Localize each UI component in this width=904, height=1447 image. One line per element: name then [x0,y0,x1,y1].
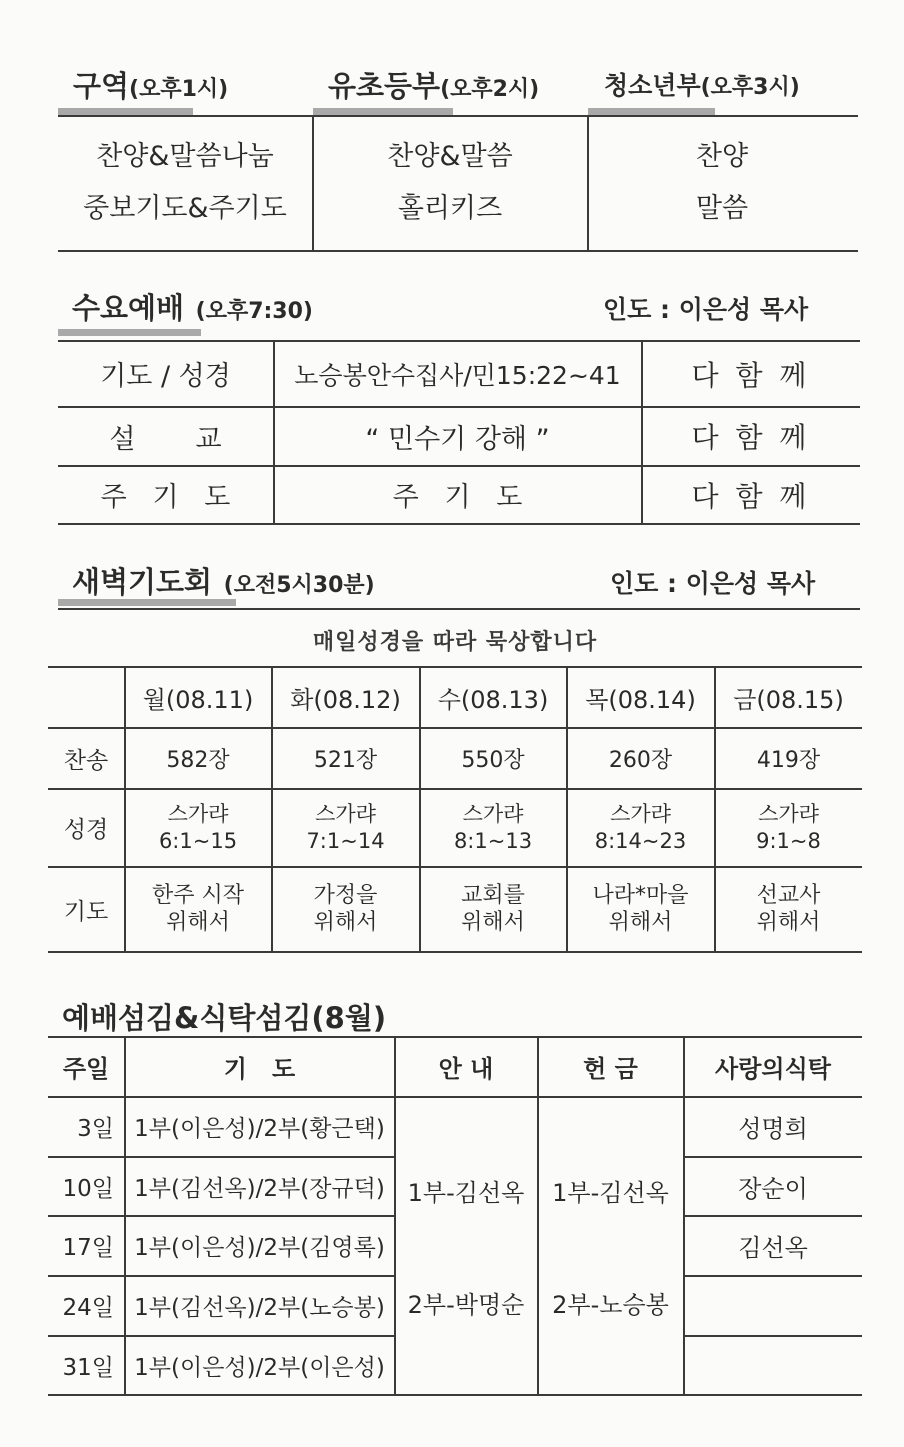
wednesday-row-3-content: 주 기 도 [392,482,523,513]
dawn-day-mon: 월(08.11) [142,685,254,714]
service-day: 24일 [62,1295,114,1321]
wednesday-row-2-who: 다 함 께 [691,421,811,454]
service-header-prayer: 기 도 [223,1055,296,1083]
group-content-1 [58,130,312,235]
dawn-title: 새벽기도회 (오전5시30분) [72,565,375,599]
group-line: 말씀 [695,192,749,224]
service-title: 예배섬김&식탁섬김(8월) [62,1001,387,1035]
group-line: 찬양&말씀 [387,141,513,173]
dawn-prayer-suffix: 위해서 [608,910,673,935]
service-guide-second: 2부-박명순 [407,1290,525,1319]
group-header-bar-2 [313,108,453,115]
dawn-prayer-topic: 한주 시작 [151,882,244,908]
dawn-prayer-topic: 교회를 [461,882,525,908]
groups-bottom-line [58,250,858,252]
service-prayer: 1부(이은성)/2부(이은성) [134,1354,385,1381]
dawn-prayer-suffix: 위해서 [756,910,821,935]
dawn-bible-wed [420,789,566,866]
dawn-bible-mon [125,789,271,866]
dawn-row-label-hymn: 찬송 [63,747,109,774]
dawn-bible-book: 스가랴 [610,802,671,827]
wednesday-row-3-who: 다 함 께 [691,479,811,513]
wednesday-row-1-label: 기도 / 성경 [100,361,231,392]
group-line: 찬양&말씀나눔 [96,141,274,173]
dawn-prayer-tue [272,867,419,951]
dawn-bible-tue [272,789,419,866]
service-offering-first: 1부-김선옥 [552,1178,669,1207]
group-title-2: 유초등부(오후2시) [328,69,540,103]
service-day: 10일 [62,1175,114,1202]
dawn-row-label-bible: 성경 [63,817,109,843]
dawn-bible-fri [715,789,862,866]
group-title-3: 청소년부(오후3시) [604,71,800,100]
dawn-day-fri: 금(08.15) [733,685,844,714]
dawn-hymn-wed: 550장 [461,747,525,773]
dawn-bible-verse: 6:1~15 [158,828,238,853]
dawn-bible-verse: 8:1~13 [453,828,533,853]
service-table [684,1336,862,1394]
dawn-bible-verse: 7:1~14 [306,828,385,853]
dawn-prayer-topic: 선교사 [756,882,821,908]
service-prayer: 1부(김선옥)/2부(노승봉) [134,1295,385,1321]
wednesday-row-1-content: 노승봉안수집사/민15:22~41 [294,360,621,390]
service-prayer: 1부(이은성)/2부(김영록) [134,1235,385,1261]
wednesday-header-bar [58,329,201,336]
dawn-prayer-fri [715,867,862,951]
dawn-bible-verse: 8:14~23 [594,828,687,853]
group-content-3 [588,130,856,235]
wednesday-leader: 인도 : 이은성 목사 [603,295,809,324]
service-table [684,1276,862,1335]
dawn-bible-book: 스가랴 [758,802,819,827]
wednesday-row-3-label: 주 기 도 [100,482,231,513]
wednesday-row-2-content: “ 민수기 강해 ” [365,423,550,455]
group-line: 홀리키즈 [397,192,503,224]
dawn-day-thu: 목(08.14) [585,685,696,714]
service-header-table: 사랑의식탁 [715,1055,831,1083]
dawn-prayer-topic: 가정을 [313,882,378,908]
wednesday-row-2-label: 설 교 [109,423,222,455]
dawn-bible-book: 스가랴 [462,802,524,827]
wednesday-row-1-who: 다 함 께 [691,358,811,392]
dawn-bible-thu [567,789,714,866]
service-header-guide: 안 내 [438,1055,494,1083]
group-header-bar-1 [58,108,193,115]
dawn-leader: 인도 : 이은성 목사 [610,569,816,598]
group-title-1: 구역(오후1시) [73,69,229,103]
dawn-prayer-thu [567,867,714,951]
group-header-bar-3 [588,108,715,115]
dawn-prayer-suffix: 위해서 [166,910,230,935]
service-day: 3일 [77,1116,114,1142]
service-table: 김선옥 [738,1234,808,1262]
dawn-prayer-topic: 나라*마을 [592,882,689,908]
dawn-grid-h4 [48,951,862,953]
dawn-prayer-suffix: 위해서 [461,910,525,935]
wednesday-title: 수요예배 (오후7:30) [72,291,313,325]
service-header-offering: 헌 금 [583,1055,638,1083]
dawn-day-wed: 수(08.13) [437,685,549,714]
group-line: 찬양 [695,141,749,173]
service-day: 31일 [62,1354,114,1381]
dawn-prayer-mon [125,867,271,951]
service-offering-second: 2부-노승봉 [552,1290,669,1319]
dawn-day-tue: 화(08.12) [290,685,401,714]
dawn-hymn-fri: 419장 [756,747,821,773]
group-line: 중보기도&주기도 [83,192,287,224]
service-grid-h6 [48,1394,862,1396]
dawn-row-label-prayer: 기도 [63,898,109,925]
dawn-bible-book: 스가랴 [315,802,376,827]
dawn-subtitle: 매일성경을 따라 묵상합니다 [312,629,598,655]
dawn-bible-book: 스가랴 [167,802,229,827]
service-header-day: 주일 [62,1055,110,1083]
group-content-2 [312,130,588,235]
dawn-hymn-mon: 582장 [166,747,230,773]
service-prayer: 1부(김선옥)/2부(장규덕) [134,1175,385,1202]
groups-top-line [58,115,858,117]
service-table: 장순이 [738,1174,808,1203]
dawn-prayer-wed [420,867,566,951]
dawn-top-line [58,608,860,610]
dawn-prayer-suffix: 위해서 [313,910,378,935]
service-day: 17일 [62,1235,114,1261]
service-table: 성명희 [738,1115,808,1143]
dawn-hymn-tue: 521장 [313,747,378,773]
dawn-bible-verse: 9:1~8 [756,828,821,853]
dawn-hymn-thu: 260장 [608,747,673,773]
wednesday-line-3 [58,523,860,525]
service-prayer: 1부(이은성)/2부(황근택) [134,1116,385,1142]
service-guide-first: 1부-김선옥 [407,1178,525,1207]
